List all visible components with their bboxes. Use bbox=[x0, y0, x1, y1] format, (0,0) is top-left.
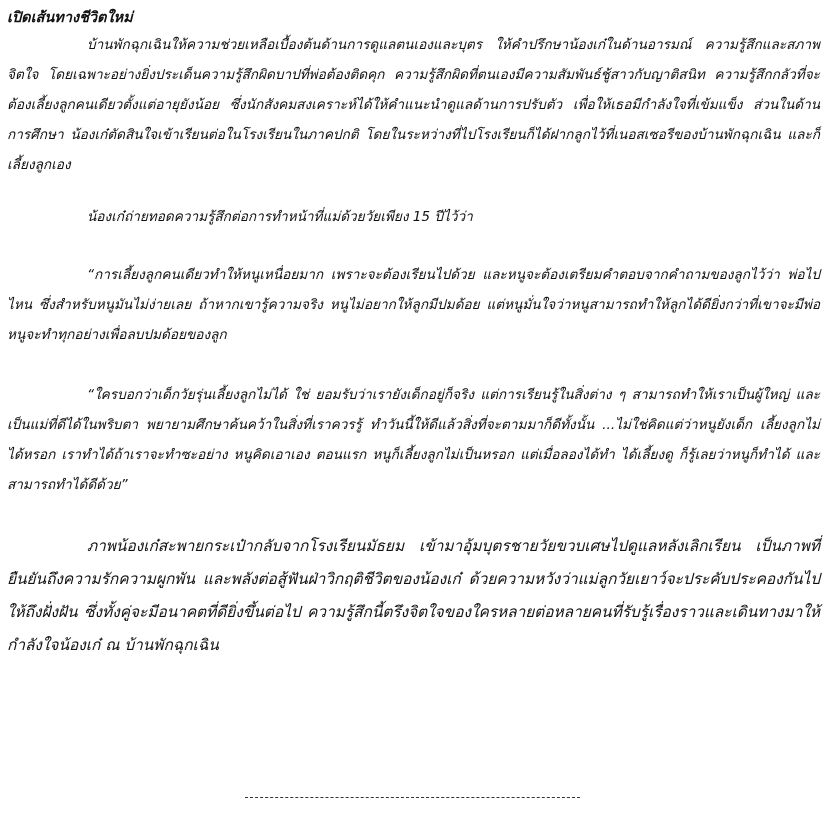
section-title: เปิดเส้นทางชีวิตใหม่ bbox=[7, 10, 133, 26]
paragraph-shelter-assistance: บ้านพักฉุกเฉินให้ความช่วยเหลือเบื้องต้นด้านการดูแลตนเองและบุตร ให้คำปรึกษาน้องเก๋ในด้านอารมณ์ ความรู้สึกและสภาพจิตใจ โดยเฉพาะอย่างยิ่งประเด็นความรู้สึกผิดบาปที่พ่อต้องติดคุก ความรู้สึกผิดที่ตนเองมีความสัมพันธ์ชู้สาวกับญาติสนิท ความรู้สึกกลัวที่จะต้องเลี้ยงลูกคนเดียวตั้งแต่อายุยังน้อย ซึ่งนักสังคมสงเคราะห์ได้ให้คำแนะนำดูแลด้านการปรับตัว เพื่อให้เธอมีกำลังใจที่เข้มแข็ง ส่วนในด้านการศึกษา น้องเก๋ตัดสินใจเข้าเรียนต่อในโรงเรียนในภาคปกติ โดยในระหว่างที่ไปโรงเรียนก็ได้ฝากลูกไว้ที่เนอสเซอรีของบ้านพักฉุกเฉิน และก็เลี้ยงลูกเอง bbox=[7, 37, 820, 173]
dashed-divider bbox=[245, 797, 580, 798]
paragraph-quote-teen-mother: “ใครบอกว่าเด็กวัยรุ่นเลี้ยงลูกไม่ได้ ใช่ ยอมรับว่าเรายังเด็กอยู่ก็จริง แต่การเรียนรู้ในสิ่งต่าง ๆ สามารถทำให้เราเป็นผู้ใหญ่ และเป็นแม่ที่ดีได้ในพริบตา พยายามศึกษาค้นคว้าในสิ่งที่เราควรรู้ ทำวันนี้ให้ดีแล้วสิ่งที่จะตามมาก็ดีทั้งนั้น ...ไม่ใช่คิดแต่ว่าหนูยังเด็ก เลี้ยงลูกไม่ได้หรอก เราทำได้ถ้าเราจะทำซะอย่าง หนูคิดเอาเอง ตอนแรก หนูก็เลี้ยงลูกไม่เป็นหรอก แต่เมื่อลองได้ทำ ได้เลี้ยงดู ก็รู้เลยว่าหนูก็ทำได้ และสามารถทำได้ดีด้วย” bbox=[7, 387, 820, 493]
paragraph-closing: ภาพน้องเก๋สะพายกระเป๋ากลับจากโรงเรียนมัธยม เข้ามาอุ้มบุตรชายวัยขวบเศษไปดูแลหลังเลิกเรียน เป็นภาพที่ยืนยันถึงความรักความผูกพัน และพลังต่อสู้ฟันฝ่าวิกฤติชีวิตของน้องเก๋ ด้วยความหวังว่าแม่ลูกวัยเยาว์จะประคับประคองกันไปให้ถึงฝั่งฝัน ซึ่งทั้งคู่จะมีอนาคตที่ดียิ่งขึ้นต่อไป ความรู้สึกนี้ตรึงจิตใจของใครหลายต่อหลายคนที่รับรู้เรื่องราวและเดินทางมาให้กำลังใจน้องเก๋ ณ บ้านพักฉุกเฉิน bbox=[7, 537, 820, 654]
paragraph-quote-raising-child: “การเลี้ยงลูกคนเดียวทำให้หนูเหนื่อยมาก เพราะจะต้องเรียนไปด้วย และหนูจะต้องเตรียมคำตอบจากคำถามของลูกไว้ว่า พ่อไปไหน ซึ่งสำหรับหนูมันไม่ง่ายเลย ถ้าหากเขารู้ความจริง หนูไม่อยากให้ลูกมีปมด้อย แต่หนูมั่นใจว่าหนูสามารถทำให้ลูกได้ดียิ่งกว่าที่เขาจะมีพ่อ หนูจะทำทุกอย่างเพื่อลบปมด้อยของลูก bbox=[7, 267, 820, 343]
paragraph-intro-quote: น้องเก๋ถ่ายทอดความรู้สึกต่อการทำหน้าที่แม่ด้วยวัยเพียง 15 ปีไว้ว่า bbox=[87, 209, 473, 225]
